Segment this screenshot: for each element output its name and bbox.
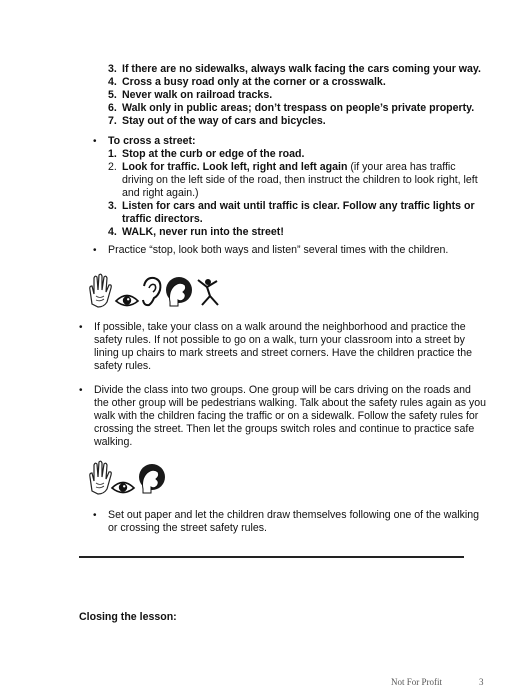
cross-step: 2. Look for traffic. Look left, right and left again (if your area has traffic driving on the left side of the road, then instruct the children to look right, left and right again.) [108,161,478,199]
closing-heading: Closing the lesson: [79,611,177,623]
bullet-dot: • [93,136,97,147]
ear-icon [143,278,160,305]
senses-icon-row [86,272,236,310]
walking-rules-list [108,63,488,128]
head-icon [166,277,192,306]
cross-street-heading: To cross a street: [108,135,196,147]
bullet-dot: • [93,245,97,256]
footer-label: Not For Profit [391,677,443,687]
walking-rule: 4. Cross a busy road only at the corner or a crosswalk. [108,76,386,88]
cross-street-steps [108,148,480,239]
bullet-dot: • [79,385,83,396]
cross-step: 4. WALK, never run into the street! [108,226,284,238]
walking-rule: 3. If there are no sidewalks, always walk facing the cars coming your way. [108,63,481,75]
cross-step: 3. Listen for cars and wait until traffic is clear. Follow any traffic lights or traffic directors. [108,200,475,225]
page-number: 3 [479,677,484,687]
section-divider [79,556,464,558]
head-icon [139,464,165,493]
hand-icon [90,274,112,307]
movement-icon [198,279,218,305]
bullet-dot: • [79,322,83,333]
senses-icon-row-2 [86,459,186,497]
hand-icon [90,461,112,494]
walking-rule: 6. Walk only in public areas; don’t trespass on people’s private property. [108,102,475,114]
eye-icon [112,483,134,493]
cross-step: 1. Stop at the curb or edge of the road. [108,148,305,160]
walking-rule: 7. Stay out of the way of cars and bicycles. [108,115,326,127]
walking-rule: 5. Never walk on railroad tracks. [108,89,273,101]
bullet-dot: • [93,510,97,521]
eye-icon [116,296,138,306]
